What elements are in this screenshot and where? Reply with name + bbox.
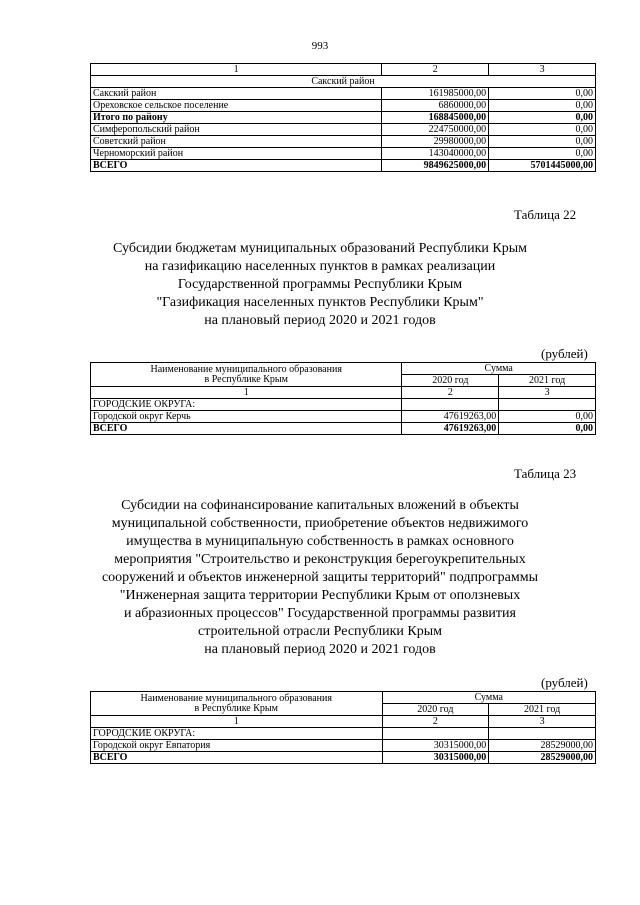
empty-cell xyxy=(489,728,596,740)
title-line: муниципальной собственности, приобретение объектов недвижимого xyxy=(111,516,529,531)
row-name: Городской округ Евпатория xyxy=(91,740,383,752)
title-line: Субсидии на софинансирование капитальных вложений в объекты xyxy=(121,498,519,513)
budget-table-continued xyxy=(90,63,596,172)
row-name: Сакский район xyxy=(91,88,382,100)
title-line: и абразионных процессов" Государственной программы развития xyxy=(124,606,516,621)
row-name: Итого по району xyxy=(91,112,382,124)
group-row xyxy=(91,399,596,411)
empty-cell xyxy=(382,728,489,740)
table-row xyxy=(91,88,596,100)
group-label: ГОРОДСКИЕ ОКРУГА: xyxy=(91,728,383,740)
column-numbers-row xyxy=(91,64,596,76)
section-row xyxy=(91,76,596,88)
row-value-2020: 6860000,00 xyxy=(382,100,489,112)
table-22 xyxy=(90,362,596,435)
header-year-2020: 2020 год xyxy=(402,375,499,387)
title-line: на плановый период 2020 и 2021 годов xyxy=(204,313,436,328)
table-row xyxy=(91,136,596,148)
column-number: 2 xyxy=(402,387,499,399)
column-number: 2 xyxy=(382,716,489,728)
row-value-2021: 5701445000,00 xyxy=(489,160,596,172)
table-22-title xyxy=(80,240,560,330)
header-year-2021: 2021 год xyxy=(499,375,596,387)
total-name: ВСЕГО xyxy=(91,423,402,435)
row-value-2020: 143040000,00 xyxy=(382,148,489,160)
row-value-2020: 161985000,00 xyxy=(382,88,489,100)
column-number: 1 xyxy=(91,387,402,399)
table-row xyxy=(91,124,596,136)
row-value-2020: 47619263,00 xyxy=(402,411,499,423)
empty-cell xyxy=(499,399,596,411)
total-row xyxy=(91,423,596,435)
row-name: ВСЕГО xyxy=(91,160,382,172)
total-value-2020: 30315000,00 xyxy=(382,752,489,764)
row-value-2021: 28529000,00 xyxy=(489,740,596,752)
units-label: (рублей) xyxy=(541,346,588,361)
total-value-2020: 47619263,00 xyxy=(402,423,499,435)
empty-cell xyxy=(402,399,499,411)
table-22-label: Таблица 22 xyxy=(514,207,577,222)
total-value-2021: 28529000,00 xyxy=(489,752,596,764)
table-row xyxy=(91,411,596,423)
row-name: Симферопольский район xyxy=(91,124,382,136)
row-value-2021: 0,00 xyxy=(489,124,596,136)
header-year-2021: 2021 год xyxy=(489,704,596,716)
column-number: 3 xyxy=(489,716,596,728)
title-line: на плановый период 2020 и 2021 годов xyxy=(204,642,436,657)
header-row xyxy=(91,363,596,375)
group-label: ГОРОДСКИЕ ОКРУГА: xyxy=(91,399,402,411)
title-line: Государственной программы Республики Крым xyxy=(177,277,463,292)
section-title: Сакский район xyxy=(91,76,596,88)
title-line: мероприятия "Строительство и реконструкция берегоукрепительных xyxy=(114,552,526,567)
table-row xyxy=(91,148,596,160)
header-name-line: в Республике Крым xyxy=(194,702,278,714)
group-row xyxy=(91,728,596,740)
header-name-cell xyxy=(91,363,402,387)
table-row xyxy=(91,100,596,112)
page-number: 993 xyxy=(311,40,329,52)
total-value-2021: 0,00 xyxy=(499,423,596,435)
table-23-title xyxy=(80,497,560,659)
row-value-2021: 0,00 xyxy=(489,100,596,112)
row-name: Городской округ Керчь xyxy=(91,411,402,423)
row-value-2020: 30315000,00 xyxy=(382,740,489,752)
column-number: 3 xyxy=(499,387,596,399)
row-name: Советский район xyxy=(91,136,382,148)
row-value-2020: 9849625000,00 xyxy=(382,160,489,172)
total-row xyxy=(91,752,596,764)
row-value-2021: 0,00 xyxy=(489,88,596,100)
row-value-2021: 0,00 xyxy=(489,136,596,148)
table-23-label: Таблица 23 xyxy=(514,466,577,481)
total-name: ВСЕГО xyxy=(91,752,383,764)
column-number: 3 xyxy=(489,64,596,76)
header-sum: Сумма xyxy=(382,692,596,704)
title-line: сооружений и объектов инженерной защиты территорий" подпрограммы xyxy=(101,570,539,585)
header-year-2020: 2020 год xyxy=(382,704,489,716)
title-line: строительной отрасли Республики Крым xyxy=(197,624,443,639)
table-row xyxy=(91,740,596,752)
title-line: "Инженерная защита территории Республики Крым от оползневых xyxy=(119,588,521,603)
header-name-line: Наименование муниципального образования xyxy=(140,692,332,704)
title-line: имущества в муниципальную собственность в рамках основного xyxy=(126,534,514,549)
total-row xyxy=(91,112,596,124)
header-name-line: Наименование муниципального образования xyxy=(150,363,342,375)
column-numbers-row xyxy=(91,716,596,728)
units-label: (рублей) xyxy=(541,675,588,690)
table-23 xyxy=(90,691,596,764)
row-value-2020: 168845000,00 xyxy=(382,112,489,124)
column-number: 2 xyxy=(382,64,489,76)
row-value-2021: 0,00 xyxy=(499,411,596,423)
header-name-cell xyxy=(91,692,383,716)
column-number: 1 xyxy=(91,716,383,728)
row-name: Черноморский район xyxy=(91,148,382,160)
header-row xyxy=(91,692,596,704)
title-line: "Газификация населенных пунктов Республики Крым" xyxy=(156,295,484,310)
title-line: на газификацию населенных пунктов в рамках реализации xyxy=(144,259,496,274)
column-number: 1 xyxy=(91,64,382,76)
budget-table-body xyxy=(91,64,596,172)
header-sum: Сумма xyxy=(402,363,596,375)
column-numbers-row xyxy=(91,387,596,399)
total-row xyxy=(91,160,596,172)
row-name: Ореховское сельское поселение xyxy=(91,100,382,112)
title-line: Субсидии бюджетам муниципальных образований Республики Крым xyxy=(113,241,527,256)
row-value-2020: 224750000,00 xyxy=(382,124,489,136)
row-value-2020: 29980000,00 xyxy=(382,136,489,148)
row-value-2021: 0,00 xyxy=(489,148,596,160)
row-value-2021: 0,00 xyxy=(489,112,596,124)
header-name-line: в Республике Крым xyxy=(204,373,288,385)
